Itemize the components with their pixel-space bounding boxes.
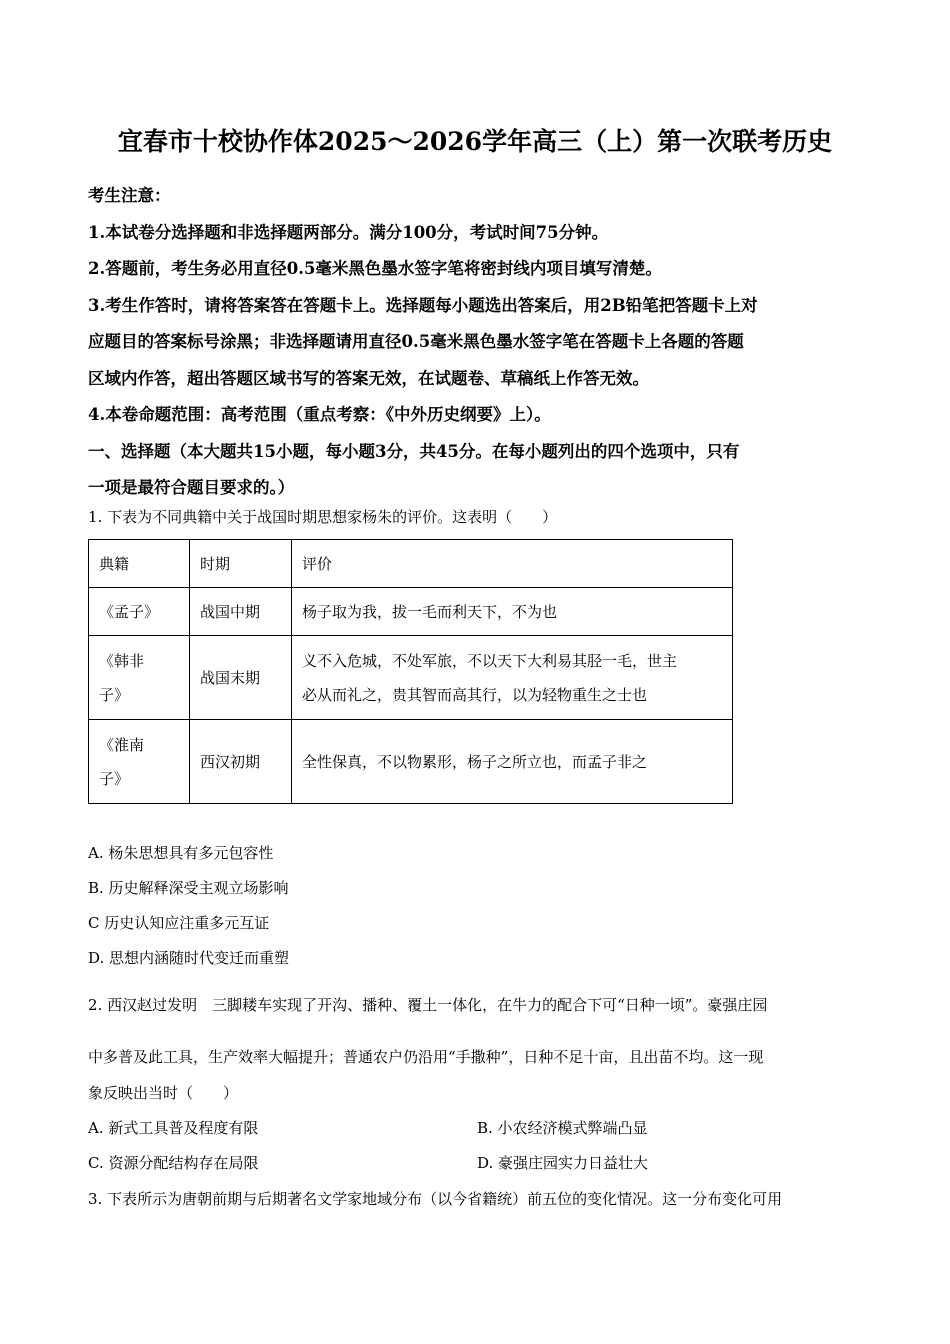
section-heading: 一、选择题（本大题共15小题，每小题3分，共45分。在每小题列出的四个选项中，只有 <box>88 441 740 461</box>
option-b: B. 历史解释深受主观立场影响 <box>88 879 289 897</box>
table-cell-line: 《淮南 <box>99 735 145 754</box>
notes-item: 3.考生作答时，请将答案答在答题卡上。选择题每小题选出答案后，用2B铅笔把答题卡上对 <box>88 295 758 315</box>
table-header-row <box>89 540 733 588</box>
notes-item: 2.答题前，考生务必用直径0.5毫米黑色墨水签字笔将密封线内项目填写清楚。 <box>88 259 662 278</box>
option-a: A. 新式工具普及程度有限 <box>88 1119 259 1137</box>
table-cell <box>292 636 733 720</box>
notes-heading: 考生注意： <box>88 186 171 205</box>
option-row <box>88 1151 868 1186</box>
table-cell-line: 子》 <box>99 769 130 788</box>
question-2-options <box>88 1116 868 1186</box>
table-cell: 杨子取为我，拔一毛而利天下，不为也 <box>292 588 733 636</box>
question-1-table <box>88 539 733 804</box>
table-cell-line: 子》 <box>99 685 130 704</box>
stem-line: 中多普及此工具，生产效率大幅提升；普通农户仍沿用“手撒种”，日种不足十亩，且出苗不均。这一现 <box>88 1048 764 1066</box>
exam-notes <box>88 178 878 507</box>
table-cell: 战国末期 <box>190 636 292 720</box>
table-row <box>89 636 733 720</box>
table-row <box>89 720 733 804</box>
page-title: 宜春市十校协作体2025～2026学年高三（上）第一次联考历史 <box>117 127 833 156</box>
option-b: B. 小农经济模式弊端凸显 <box>477 1119 648 1137</box>
table-cell: 战国中期 <box>190 588 292 636</box>
section-heading-cont: 一项是最符合题目要求的。） <box>88 478 295 497</box>
option-d: D. 思想内涵随时代变迁而重塑 <box>88 949 290 967</box>
table-cell: 西汉初期 <box>190 720 292 804</box>
table-header-cell: 评价 <box>292 540 733 588</box>
option-c: C. 资源分配结构存在局限 <box>88 1154 259 1172</box>
table-row <box>89 588 733 636</box>
table-cell-line: 《韩非 <box>99 651 145 670</box>
table-cell <box>89 636 190 720</box>
option-row <box>88 1116 868 1151</box>
table-cell: 《孟子》 <box>89 588 190 636</box>
notes-item: 区域内作答，超出答题区域书写的答案无效，在试题卷、草稿纸上作答无效。 <box>88 368 649 388</box>
notes-item: 4.本卷命题范围：高考范围（重点考察：《中外历史纲要》上）。 <box>88 405 551 424</box>
question-3-stem: 3. 下表所示为唐朝前期与后期著名文学家地域分布（以今省籍统）前五位的变化情况。这一分布变化可用 <box>88 1190 783 1208</box>
notes-item: 1.本试卷分选择题和非选择题两部分。满分100分，考试时间75分钟。 <box>88 222 609 242</box>
stem-line: 象反映出当时（ ） <box>88 1084 239 1102</box>
option-d: D. 豪强庄园实力日益壮大 <box>477 1154 649 1172</box>
table-cell: 全性保真，不以物累形，杨子之所立也，而孟子非之 <box>292 720 733 804</box>
question-1-stem: 1. 下表为不同典籍中关于战国时期思想家杨朱的评价。这表明（ ） <box>88 508 558 526</box>
stem-line: 2. 西汉赵过发明 三脚耧车实现了开沟、播种、覆土一体化，在牛力的配合下可“日种一顷”。豪强庄园 <box>88 996 768 1014</box>
option-a: A. 杨朱思想具有多元包容性 <box>88 844 274 862</box>
table-cell-line: 必从而礼之，贵其智而高其行，以为轻物重生之士也 <box>302 685 648 704</box>
table-cell-line: 义不入危城，不处军旅，不以天下大利易其胫一毛，世主 <box>302 651 678 670</box>
table-header-cell: 典籍 <box>89 540 190 588</box>
table-cell <box>89 720 190 804</box>
notes-item: 应题目的答案标号涂黑；非选择题请用直径0.5毫米黑色墨水签字笔在答题卡上各题的答题 <box>88 332 744 351</box>
table-header-cell: 时期 <box>190 540 292 588</box>
option-c: C 历史认知应注重多元互证 <box>88 914 270 932</box>
question-1-options <box>88 841 289 981</box>
